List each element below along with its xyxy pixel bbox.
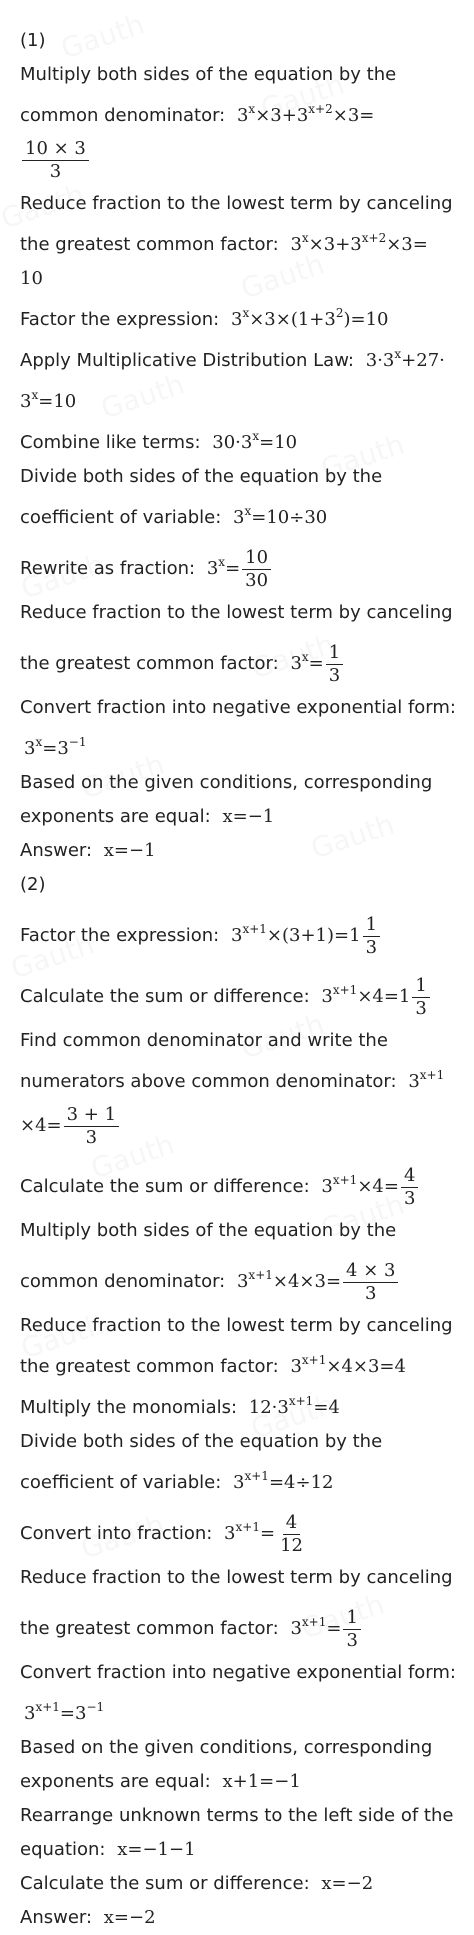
fraction: $\frac{1}{3}$ (343, 1607, 360, 1652)
math-expression: $3^x\times 3+3^{x+2}\times 3=$ (290, 231, 428, 255)
step-text: exponents are equal: (20, 1771, 211, 1792)
math-line: $3^x=10$ (20, 388, 77, 412)
step-text: the greatest common factor: (20, 1356, 279, 1377)
fraction: $\frac{4}{12}$ (280, 1511, 303, 1556)
p1-step-multiply-denominator (20, 58, 454, 187)
math-expression: $3^{x+1}=$ (224, 1520, 276, 1544)
p2-step-common-denominator (20, 1024, 454, 1153)
math-expression: $3^{x+1}$ (408, 1068, 445, 1092)
step-text: Rearrange unknown terms to the left side of the (20, 1805, 454, 1826)
math-expression: $12\cdot 3^{x+1}=4$ (248, 1394, 340, 1418)
p2-step-sum (20, 963, 454, 1024)
part-2-label: (2) (20, 874, 46, 895)
step-text-line (20, 221, 454, 262)
step-text: the greatest common factor: (20, 653, 279, 674)
step-text: numerators above common denominator: (20, 1071, 397, 1092)
math-expression: x=−2 (321, 1873, 374, 1894)
step-text: Multiply the monomials: (20, 1397, 238, 1418)
answer-label: Answer: (20, 840, 93, 861)
math-expression: $3^x=$ (290, 650, 324, 674)
step-text: Factor the expression: (20, 925, 220, 946)
math-expression: $3^x\times 3+3^{x+2}\times 3=$ (236, 102, 375, 126)
answer-label: Answer: (20, 1907, 93, 1928)
step-text: Based on the given conditions, corresponding (20, 772, 433, 793)
step-text: Divide both sides of the equation by the (20, 466, 383, 487)
math-line: ×4= $\frac{3 + 1}{3}$ (20, 1099, 454, 1153)
step-text-line (20, 1248, 454, 1309)
math-expression: $3^{x+1}\times 4\times 3=$ (236, 1268, 342, 1292)
step-text: Calculate the sum or difference: (20, 1176, 310, 1197)
step-text: Convert into fraction: (20, 1523, 213, 1544)
math-line: $3^{x+1}=3^{-1}$ (24, 1700, 105, 1724)
fraction: $\frac{10 \times 3}{3}$ (22, 138, 89, 183)
p2-step-sum-3 (20, 1867, 454, 1901)
step-text: equation: (20, 1839, 106, 1860)
step-text: coefficient of variable: (20, 507, 222, 528)
step-text: common denominator: (20, 1271, 226, 1292)
fraction: $\frac{4 \times 3}{3}$ (343, 1260, 398, 1305)
step-text-line (20, 92, 454, 133)
step-text: Rewrite as fraction: (20, 558, 196, 579)
p2-step-rearrange (20, 1799, 454, 1867)
step-text: Multiply both sides of the equation by the (20, 1220, 397, 1241)
math-expression: $3^{x+1}=4\div 12$ (233, 1469, 334, 1493)
math-expression: $3^x=$ (206, 555, 241, 579)
math-expression: $30\cdot 3^x=10$ (212, 429, 298, 453)
step-text-line (20, 1765, 454, 1799)
step-text: common denominator: (20, 105, 226, 126)
p1-step-reduce-fraction (20, 187, 454, 296)
step-text: Reduce fraction to the lowest term by canceling (20, 602, 453, 623)
fraction: $\frac{1}{3}$ (326, 642, 343, 687)
step-text: Divide both sides of the equation by the (20, 1431, 383, 1452)
step-text: Convert fraction into negative exponential form: (20, 697, 456, 718)
math-expression: $3^{x+1}=$ (290, 1615, 342, 1639)
p2-step-convert-fraction (20, 1500, 454, 1561)
fraction: $\frac{10}{30}$ (242, 547, 271, 592)
fraction: $\frac{3 + 1}{3}$ (64, 1104, 119, 1149)
step-text-line (20, 1058, 454, 1099)
step-text: Combine like terms: (20, 432, 201, 453)
step-text: the greatest common factor: (20, 234, 279, 255)
fraction: $\frac{4}{3}$ (401, 1165, 418, 1210)
math-expression: $3^{x+1}\times 4=1$ (321, 983, 411, 1007)
step-text-line (20, 337, 454, 378)
fraction: $\frac{1}{3}$ (412, 975, 429, 1020)
step-text-line (20, 494, 454, 535)
p1-step-exponents-equal (20, 766, 454, 834)
step-text-line (20, 800, 454, 834)
step-text: exponents are equal: (20, 806, 211, 827)
p1-step-distribution (20, 337, 454, 419)
p2-step-divide (20, 1425, 454, 1500)
p1-step-factor (20, 296, 454, 337)
step-text: Convert fraction into negative exponential form: (20, 1662, 456, 1683)
step-text-line (20, 630, 454, 691)
step-text: Apply Multiplicative Distribution Law: (20, 350, 354, 371)
p1-step-divide (20, 460, 454, 535)
math-expression: $3^{x+1}\times 4\times 3=4$ (290, 1353, 406, 1377)
step-text: Factor the expression: (20, 309, 220, 330)
step-text: Calculate the sum or difference: (20, 1873, 310, 1894)
p1-step-reduce-fraction-2 (20, 596, 454, 691)
step-text-line (20, 1459, 454, 1500)
p1-step-negative-exponent (20, 691, 454, 766)
math-line: 10 (20, 268, 43, 289)
math-line: $3^x=3^{-1}$ (24, 735, 87, 759)
math-expression: x+1=−1 (222, 1771, 301, 1792)
p2-step-exponents-equal (20, 1731, 454, 1799)
step-text: the greatest common factor: (20, 1618, 279, 1639)
fraction: $\frac{1}{3}$ (363, 914, 380, 959)
p2-step-sum-2 (20, 1153, 454, 1214)
answer-value: x=−2 (103, 1907, 156, 1928)
math-expression: $3^{x+1}\times 4=$ (321, 1173, 399, 1197)
math-expression: $3^x\times 3\times(1+3^2)=10$ (230, 306, 389, 330)
p1-step-combine (20, 419, 454, 460)
math-line (20, 133, 454, 187)
math-expression: x=−1 (222, 806, 275, 827)
step-text: Find common denominator and write the (20, 1030, 388, 1051)
p2-step-reduce-fraction (20, 1309, 454, 1384)
math-expression: $3^x=10\div 30$ (233, 504, 328, 528)
step-text-line (20, 1833, 454, 1867)
p2-step-multiply-denominator (20, 1214, 454, 1309)
p2-step-factor (20, 902, 454, 963)
part-1-label: (1) (20, 30, 46, 51)
step-text-line (20, 1595, 454, 1656)
math-expression: $3\cdot 3^x+27\cdot$ (365, 347, 445, 371)
step-text: Based on the given conditions, corresponding (20, 1737, 433, 1758)
step-text: Reduce fraction to the lowest term by canceling (20, 1315, 453, 1336)
math-expression: x=−1−1 (117, 1839, 196, 1860)
p1-step-rewrite-fraction (20, 535, 454, 596)
p2-step-negative-exponent (20, 1656, 454, 1731)
step-text-line (20, 1343, 454, 1384)
step-text: Multiply both sides of the equation by the (20, 64, 397, 85)
step-text: coefficient of variable: (20, 1472, 222, 1493)
answer-value: x=−1 (103, 840, 156, 861)
math-expression: $3^{x+1}\times(3+1)=1$ (230, 922, 361, 946)
step-text: Reduce fraction to the lowest term by canceling (20, 193, 453, 214)
p2-step-multiply-monomials (20, 1384, 454, 1425)
step-text: Reduce fraction to the lowest term by canceling (20, 1567, 453, 1588)
step-text: Calculate the sum or difference: (20, 986, 310, 1007)
p1-answer (20, 834, 454, 868)
p2-step-reduce-fraction-2 (20, 1561, 454, 1656)
p2-answer (20, 1901, 454, 1935)
